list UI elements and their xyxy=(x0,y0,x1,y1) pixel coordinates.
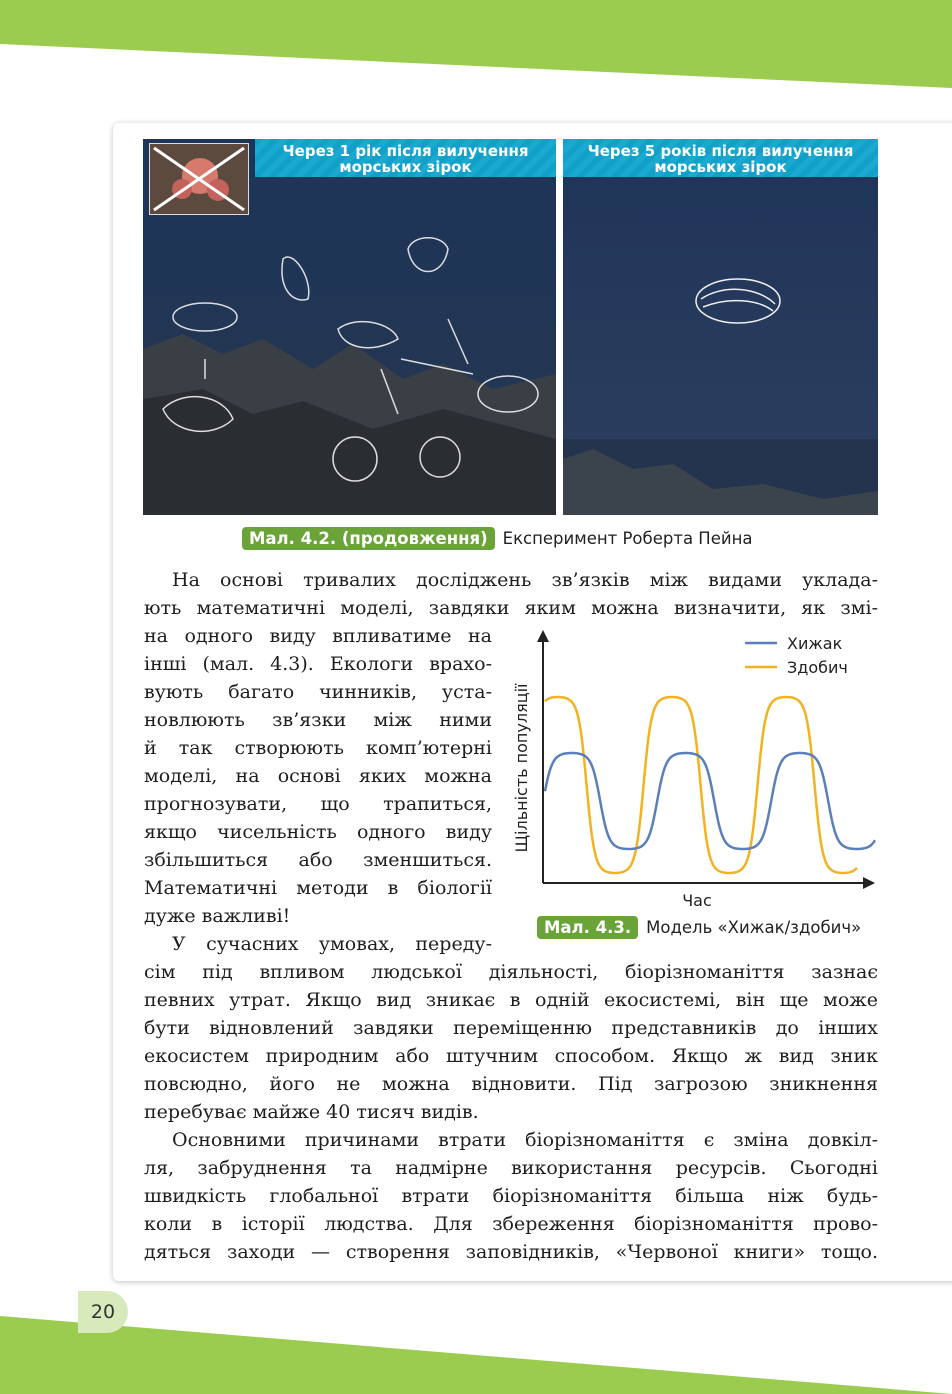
text-line: якщо чисельність одного виду xyxy=(144,821,492,843)
figure-4-3-text: Модель «Хижак/здобич» xyxy=(646,918,862,937)
series-line-prey xyxy=(545,697,857,873)
paragraph-biodiversity-loss xyxy=(144,958,878,1126)
figure-4-2-caption xyxy=(242,527,752,550)
text-line: коли в історії людства. Для збереження біорізноманіття прово- xyxy=(144,1213,878,1235)
legend-label-predator: Хижак xyxy=(787,634,843,653)
text-line: інші (мал. 4.3). Екологи врахо- xyxy=(144,653,492,675)
text-line: Математичні методи в біології xyxy=(144,877,492,899)
text-line: прогнозувати, що трапиться, xyxy=(144,793,492,815)
text-line: збільшиться або зменшиться. xyxy=(144,849,492,871)
text-line: На основі тривалих досліджень зв’язків між видами уклада- xyxy=(172,569,878,591)
text-line: вують багато чинників, уста- xyxy=(144,681,492,703)
figure-4-3-caption xyxy=(537,916,861,939)
text-line: на одного виду впливатиме на xyxy=(144,625,492,647)
text-line: повсюдно, його не можна відновити. Під загрозою зникнення xyxy=(144,1073,878,1095)
text-line: моделі, на основі яких можна xyxy=(144,765,492,787)
y-axis-arrow xyxy=(537,630,549,642)
x-axis-arrow xyxy=(863,877,875,889)
text-line: новлюють зв’язки між ними xyxy=(144,709,492,731)
text-line: певних утрат. Якщо вид зникає в одній екосистемі, він ще може xyxy=(144,989,878,1011)
paragraph-causes xyxy=(144,1126,878,1266)
page-number: 20 xyxy=(78,1291,128,1333)
text-line: дяться заходи — створення заповідників, «Червоної книги» тощо. xyxy=(144,1241,878,1263)
figure-4-2-tag: Мал. 4.2. (продовження) xyxy=(242,527,495,550)
text-line: сім під впливом людської діяльності, біорізноманіття зазнає xyxy=(144,961,878,983)
paragraph-math-models-wrap xyxy=(144,622,492,958)
bottom-green-band xyxy=(0,1300,952,1394)
series-line-predator xyxy=(545,753,875,849)
starfish-crossed-icon xyxy=(150,144,248,214)
ocean-scene-illustration xyxy=(563,139,878,515)
top-green-band xyxy=(0,0,952,120)
text-line: перебуває майже 40 тисяч видів. xyxy=(144,1101,479,1123)
chart-legend xyxy=(745,634,848,677)
text-line: й так створюють комп’ютерні xyxy=(144,737,492,759)
photo-one-year-title: Через 1 рік після вилучення морських зірок xyxy=(255,139,556,177)
x-axis-label: Час xyxy=(682,891,712,910)
text-line: швидкість глобальної втрати біорізноманіття більша ніж будь- xyxy=(144,1185,878,1207)
y-axis-label: Щільність популяції xyxy=(512,683,531,853)
photo-five-years xyxy=(563,139,878,515)
text-line: ля, забруднення та надмірне використання ресурсів. Сьогодні xyxy=(144,1157,878,1179)
predator-prey-chart xyxy=(505,628,877,918)
text-line: екосистем природним або штучним способом. Якщо ж вид зник xyxy=(144,1045,878,1067)
text-line: ють математичні моделі, завдяки яким можна визначити, як змі- xyxy=(144,597,878,619)
photo-five-years-title: Через 5 років після вилучення морських зірок xyxy=(563,139,878,177)
legend-label-prey: Здобич xyxy=(787,658,848,677)
text-line: У сучасних умовах, переду- xyxy=(172,933,492,955)
figure-4-3-tag: Мал. 4.3. xyxy=(537,916,638,939)
photo-one-year xyxy=(143,139,556,515)
text-line: бути відновлений завдяки переміщенню представників до інших xyxy=(144,1017,878,1039)
text-line: Основними причинами втрати біорізноманіття є зміна довкіл- xyxy=(172,1129,878,1151)
paragraph-math-models xyxy=(144,566,878,622)
starfish-thumbnail xyxy=(149,143,249,215)
figure-4-2-text: Експеримент Роберта Пейна xyxy=(502,529,753,548)
text-line: дуже важливі! xyxy=(144,905,291,927)
